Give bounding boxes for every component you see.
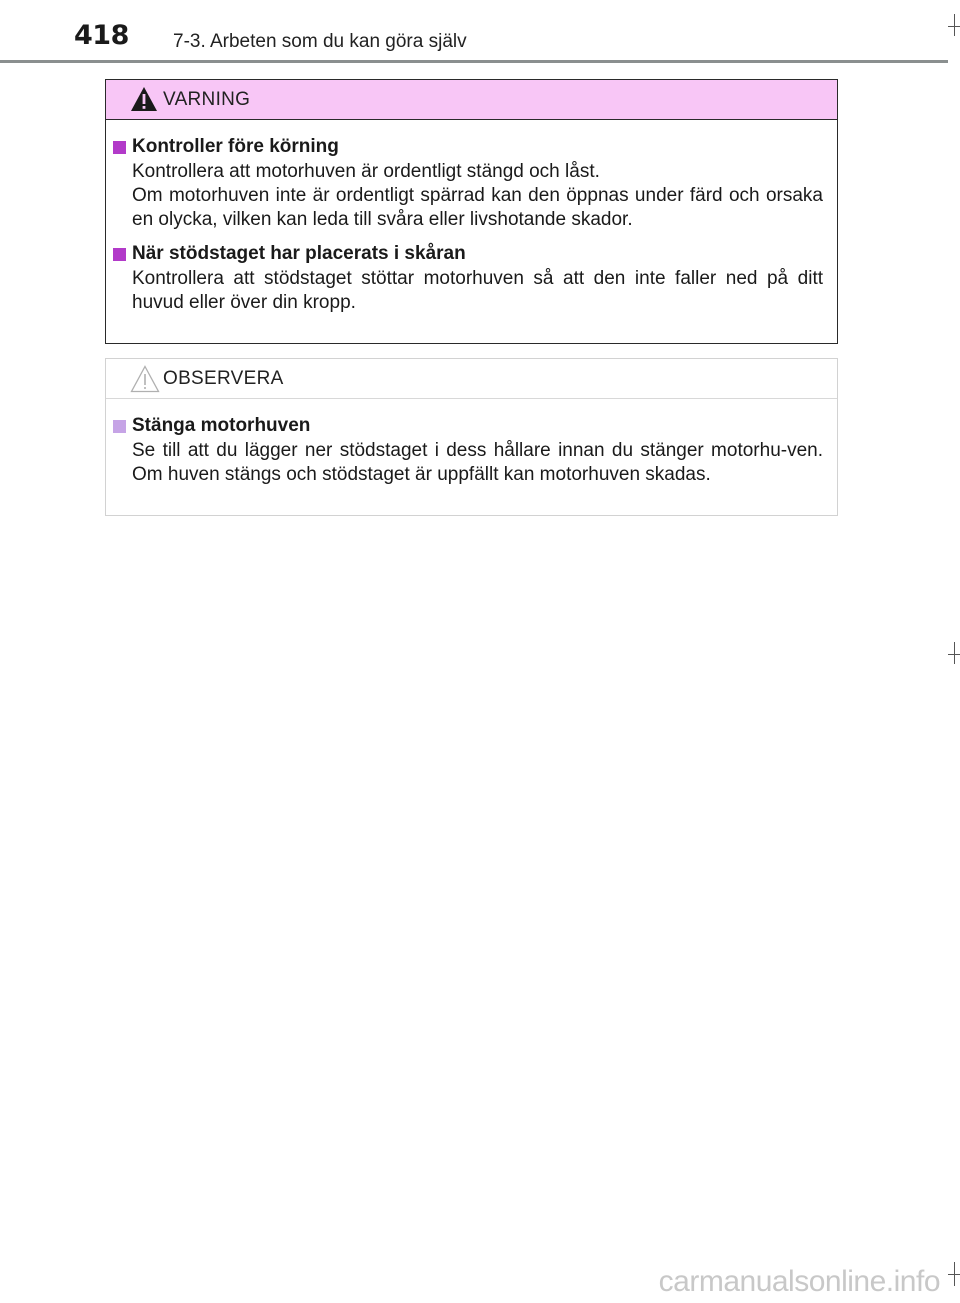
warning-item — [113, 241, 823, 315]
warning-triangle-outline-icon — [130, 365, 160, 398]
watermark: carmanualsonline.info — [658, 1265, 940, 1298]
notice-item-title — [113, 413, 823, 439]
notice-item — [113, 413, 823, 487]
square-bullet-icon — [113, 141, 126, 154]
warning-item-text — [113, 267, 823, 315]
paragraph: Om motorhuven inte är ordentligt spärrad kan den öppnas under färd och orsaka en olycka, vilken kan leda till svåra eller livshotande skador. — [132, 185, 823, 230]
paragraph: Kontrollera att stödstaget stöttar motorhuven så att den inte faller ned på ditt huvud eller över din kropp. — [132, 268, 823, 313]
notice-body — [106, 399, 837, 487]
warning-header — [106, 80, 837, 120]
paragraph: Se till att du lägger ner stödstaget i dess hållare innan du stänger motorhu-ven. Om huven stängs och stödstaget är uppfällt kan motorhuven skadas. — [132, 440, 823, 485]
notice-label: OBSERVERA — [163, 368, 284, 389]
header-rule — [0, 60, 948, 63]
chapter-title: 7-3. Arbeten som du kan göra själv — [173, 31, 467, 52]
warning-box — [105, 79, 838, 344]
page-number: 418 — [74, 20, 129, 51]
notice-header — [106, 359, 837, 399]
warning-item — [113, 134, 823, 232]
warning-body — [106, 120, 837, 315]
warning-item-title — [113, 134, 823, 160]
warning-item-title-text: När stödstaget har placerats i skåran — [132, 243, 466, 264]
square-bullet-icon — [113, 248, 126, 261]
paragraph: Kontrollera att motorhuven är ordentligt stängd och låst. — [132, 161, 600, 182]
warning-item-title-text: Kontroller före körning — [132, 136, 339, 157]
warning-triangle-filled-icon — [130, 86, 158, 117]
notice-box — [105, 358, 838, 516]
notice-item-title-text: Stänga motorhuven — [132, 415, 311, 436]
warning-label: VARNING — [163, 89, 251, 110]
square-bullet-icon — [113, 420, 126, 433]
warning-item-title — [113, 241, 823, 267]
page-header — [0, 0, 960, 64]
warning-item-text — [113, 160, 823, 232]
notice-item-text — [113, 439, 823, 487]
